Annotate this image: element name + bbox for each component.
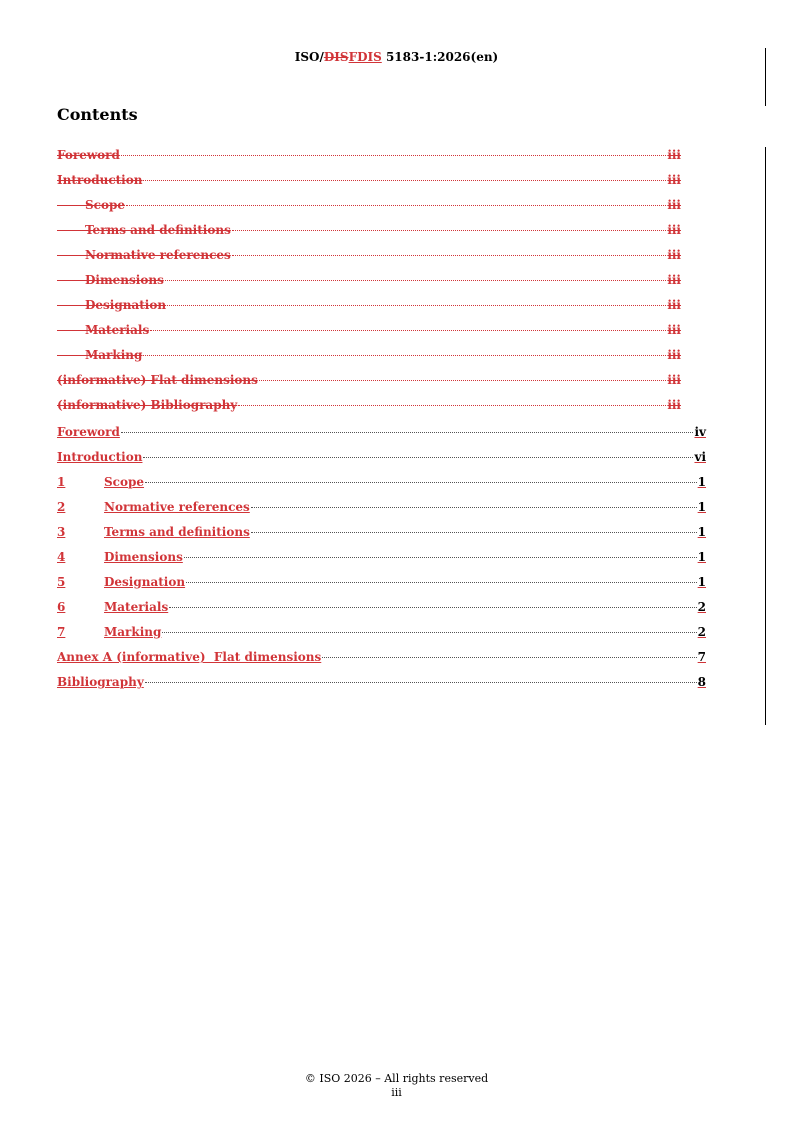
toc-new-normative-references[interactable] [57, 499, 706, 515]
toc-new-introduction[interactable] [57, 449, 706, 465]
toc-entry-page: iii [667, 323, 681, 337]
toc-leader-dots [165, 280, 666, 281]
toc-entry-page: iii [667, 298, 681, 312]
toc-entry-number: 2 [57, 500, 66, 514]
toc-entry-page: iii [667, 198, 681, 212]
toc-entry-title: Dimensions [85, 273, 164, 287]
deleted-tab-marker [57, 205, 85, 206]
copyright-notice: © ISO 2026 – All rights reserved [304, 1072, 489, 1085]
deleted-tab-marker [57, 230, 85, 231]
toc-old-dimensions[interactable] [57, 272, 681, 288]
toc-leader-dots [259, 380, 666, 381]
toc-new-materials[interactable] [57, 599, 706, 615]
toc-leader-dots [143, 355, 666, 356]
toc-entry-page: iii [667, 148, 681, 162]
deleted-tab-marker [57, 305, 85, 306]
deleted-tab-marker [57, 280, 85, 281]
toc-leader-dots [150, 330, 666, 331]
toc-old-introduction[interactable] [57, 172, 681, 188]
toc-entry-title: Bibliography [57, 675, 144, 689]
toc-entry-page: vi [694, 450, 706, 464]
toc-leader-dots [121, 432, 694, 433]
toc-old-scope[interactable] [57, 197, 681, 213]
toc-leader-dots [251, 507, 697, 508]
toc-entry-page: iii [667, 398, 681, 412]
contents-title: Contents [57, 105, 138, 124]
toc-entry-number: 7 [57, 625, 66, 639]
toc-entry-title: Materials [104, 600, 169, 614]
toc-entry-page: iii [667, 223, 681, 237]
toc-new-designation[interactable] [57, 574, 706, 590]
toc-entry-number: 4 [57, 550, 66, 564]
toc-leader-dots [145, 482, 697, 483]
toc-entry-title: Introduction [57, 173, 143, 187]
toc-entry-title: Designation [85, 298, 167, 312]
toc-leader-dots [232, 255, 667, 256]
toc-new-scope[interactable] [57, 474, 706, 490]
toc-entry-title: Scope [85, 198, 126, 212]
toc-entry-page: 1 [697, 550, 706, 564]
toc-entry-title: Scope [104, 475, 145, 489]
toc-old-terms[interactable] [57, 222, 681, 238]
document-header [0, 50, 793, 64]
toc-leader-dots [126, 205, 666, 206]
toc-new-bibliography[interactable] [57, 674, 706, 690]
toc-entry-page: iii [667, 373, 681, 387]
toc-entry-page: iii [667, 273, 681, 287]
toc-entry-number: 5 [57, 575, 66, 589]
toc-new-annex-a[interactable] [57, 649, 706, 665]
toc-leader-dots [238, 405, 666, 406]
toc-entry-title: Normative references [85, 248, 231, 262]
toc-entry-title: Designation [104, 575, 186, 589]
toc-entry-page: 1 [697, 475, 706, 489]
toc-entry-number: 3 [57, 525, 66, 539]
toc-entry-title: Introduction [57, 450, 143, 464]
toc-entry-page: 1 [697, 500, 706, 514]
page-footer [0, 1072, 793, 1100]
toc-entry-title: Terms and definitions [104, 525, 250, 539]
toc-old-normative-references[interactable] [57, 247, 681, 263]
toc-leader-dots [232, 230, 666, 231]
toc-entry-title: Annex A (informative) Flat dimensions [57, 650, 322, 664]
toc-entry-page: 2 [697, 625, 706, 639]
change-bar-top [765, 48, 766, 106]
toc-leader-dots [145, 682, 697, 683]
toc-entry-title: Normative references [104, 500, 250, 514]
deleted-tab-marker [57, 255, 85, 256]
toc-old-designation[interactable] [57, 297, 681, 313]
toc-entry-title: Marking [85, 348, 143, 362]
toc-entry-page: iii [667, 348, 681, 362]
toc-old-foreword[interactable] [57, 147, 681, 163]
toc-leader-dots [121, 155, 666, 156]
toc-entry-page: 1 [697, 525, 706, 539]
header-prefix: ISO/ [294, 50, 324, 64]
toc-leader-dots [186, 582, 697, 583]
toc-entry-title: Foreword [57, 425, 120, 439]
toc-leader-dots [143, 457, 693, 458]
toc-entry-title: (informative) Bibliography [57, 398, 238, 412]
toc-entry-number: 1 [57, 475, 66, 489]
header-inserted-stage: FDIS [348, 50, 382, 64]
toc-new-dimensions[interactable] [57, 549, 706, 565]
toc-entry-title: (informative) Flat dimensions [57, 373, 258, 387]
toc-new-foreword[interactable] [57, 424, 706, 440]
toc-entry-title: Foreword [57, 148, 120, 162]
toc-leader-dots [184, 557, 697, 558]
toc-leader-dots [167, 305, 666, 306]
toc-leader-dots [251, 532, 697, 533]
change-bar-toc [765, 147, 766, 725]
toc-old-bibliography[interactable] [57, 397, 681, 413]
header-suffix: 5183-1:2026(en) [381, 50, 499, 64]
toc-entry-title: Marking [104, 625, 162, 639]
toc-leader-dots [322, 657, 696, 658]
page-number: iii [391, 1086, 402, 1099]
toc-entry-page: iv [694, 425, 706, 439]
toc-entry-title: Materials [85, 323, 150, 337]
toc-entry-number: 6 [57, 600, 66, 614]
toc-old-marking[interactable] [57, 347, 681, 363]
toc-leader-dots [162, 632, 696, 633]
toc-new-marking[interactable] [57, 624, 706, 640]
toc-entry-page: 8 [697, 675, 706, 689]
toc-new-terms[interactable] [57, 524, 706, 540]
toc-entry-page: 1 [697, 575, 706, 589]
toc-entry-title: Terms and definitions [85, 223, 231, 237]
toc-old-materials[interactable] [57, 322, 681, 338]
toc-entry-page: 7 [697, 650, 706, 664]
toc-entry-page: 2 [697, 600, 706, 614]
toc-leader-dots [143, 180, 666, 181]
toc-leader-dots [169, 607, 696, 608]
header-deleted-stage: DIS [323, 50, 349, 64]
deleted-tab-marker [57, 330, 85, 331]
toc-entry-title: Dimensions [104, 550, 183, 564]
toc-old-flat-dimensions[interactable] [57, 372, 681, 388]
deleted-tab-marker [57, 355, 85, 356]
toc-entry-page: iii [667, 248, 681, 262]
toc-entry-page: iii [667, 173, 681, 187]
